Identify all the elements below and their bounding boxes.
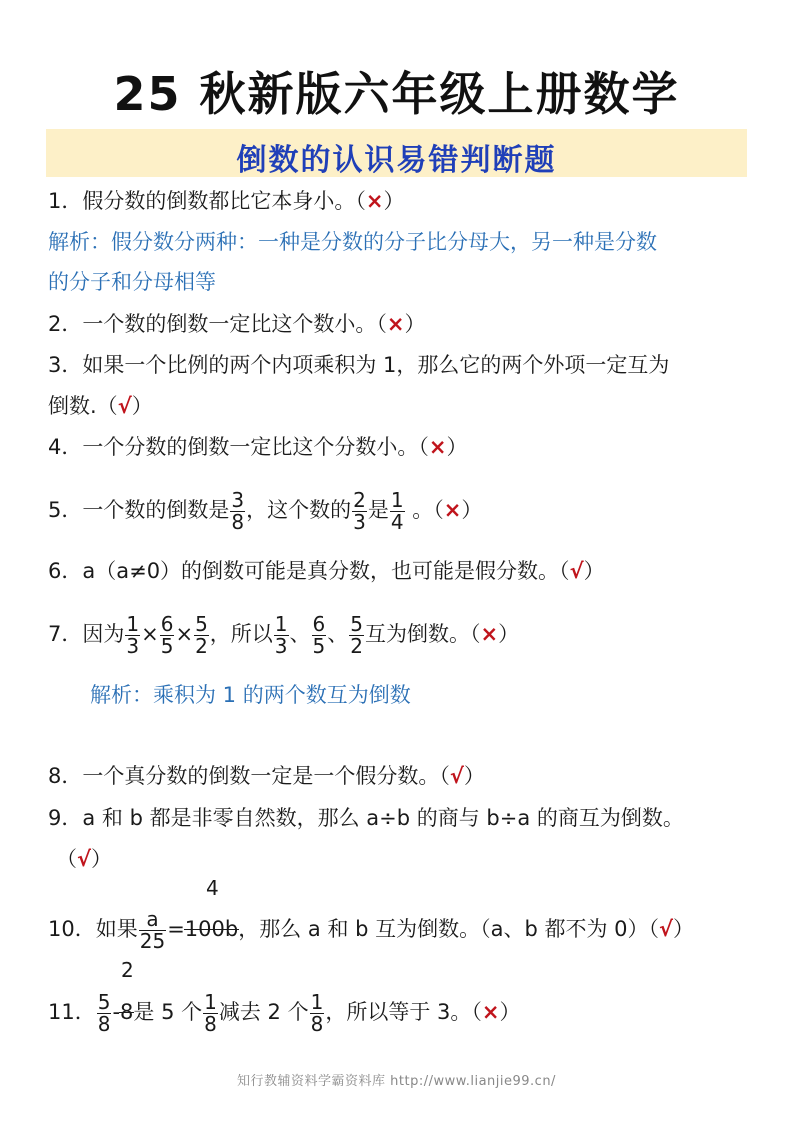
numerator: 1 <box>274 611 288 636</box>
denominator: 8 <box>231 509 245 534</box>
wrong-mark: × <box>480 622 499 646</box>
paren-close: ） <box>383 189 405 213</box>
numerator: 5 <box>97 989 111 1014</box>
paren-close: ） <box>446 435 468 459</box>
question-9-line-2 <box>56 845 112 873</box>
fraction <box>194 611 209 658</box>
right-mark: √ <box>569 559 584 583</box>
right-mark: √ <box>117 394 132 418</box>
times-sign: × <box>175 622 194 646</box>
fraction <box>352 487 367 534</box>
fraction <box>203 989 218 1036</box>
question-1-explanation-line-2: 的分子和分母相等 <box>48 270 216 294</box>
wrong-mark: × <box>428 435 447 459</box>
question-7-text-a: 7．因为 <box>48 622 125 646</box>
denominator: 2 <box>350 633 363 658</box>
question-7 <box>48 608 519 660</box>
fraction <box>139 906 166 953</box>
question-6 <box>48 557 605 585</box>
numerator: 5 <box>195 611 208 636</box>
question-1 <box>48 187 404 215</box>
denominator: 8 <box>310 1011 324 1036</box>
paren-close: ） <box>499 1000 521 1024</box>
paren-close: ） <box>583 559 605 583</box>
question-8 <box>48 762 485 790</box>
numerator: 2 <box>353 487 366 512</box>
equals-sign: = <box>167 917 185 941</box>
question-11-correction: 2 <box>121 958 134 982</box>
question-8-text: 8．一个真分数的倒数一定是一个假分数。（ <box>48 764 450 788</box>
footer-source: 知行教辅资料学霸资料库 http://www.lianjie99.cn/ <box>237 1074 556 1089</box>
question-9-line-1: 9．a 和 b 都是非零自然数，那么 a÷b 的商与 b÷a 的商互为倒数。 <box>48 806 684 830</box>
struck-term: 8 <box>120 1000 134 1024</box>
question-11-text-d: ，所以等于 3。（ <box>325 1000 482 1024</box>
paren-close: ） <box>404 312 426 336</box>
numerator: 3 <box>231 487 245 512</box>
denominator: 25 <box>139 928 166 953</box>
question-5-text-c: 是 <box>367 498 389 522</box>
numerator: 1 <box>390 487 404 512</box>
wrong-mark: × <box>443 498 462 522</box>
numerator: 1 <box>126 611 140 636</box>
denominator: 8 <box>97 1011 111 1036</box>
wrong-mark: × <box>365 189 384 213</box>
denominator: 5 <box>312 633 326 658</box>
question-11-text-a: 11． <box>48 1000 96 1024</box>
question-3-line-1: 3．如果一个比例的两个内项乘积为 1，那么它的两个外项一定互为 <box>48 353 670 377</box>
question-7-text-b: ，所以 <box>209 622 273 646</box>
question-4-text: 4．一个分数的倒数一定比这个分数小。（ <box>48 435 429 459</box>
denominator: 3 <box>274 633 288 658</box>
right-mark: √ <box>77 847 92 871</box>
page-title: 25 秋新版六年级上册数学 <box>113 67 680 121</box>
fraction <box>97 989 112 1036</box>
question-10-text-a: 10．如果 <box>48 917 138 941</box>
question-4 <box>48 433 467 461</box>
question-7-explanation: 解析：乘积为 1 的两个数互为倒数 <box>90 683 411 707</box>
question-5-text-b: ，这个数的 <box>246 498 352 522</box>
question-1-text: 1．假分数的倒数都比它本身小。（ <box>48 189 366 213</box>
question-3-line-2 <box>48 392 153 420</box>
struck-term: 100b <box>184 917 239 941</box>
wrong-mark: × <box>481 1000 500 1024</box>
paren-close: ） <box>498 622 520 646</box>
numerator: 1 <box>204 989 217 1014</box>
fraction <box>125 611 140 658</box>
numerator: 6 <box>160 611 174 636</box>
fraction <box>274 611 289 658</box>
denominator: 5 <box>160 633 174 658</box>
times-sign: × <box>141 622 159 646</box>
paren-close: ） <box>461 498 483 522</box>
denominator: 2 <box>195 633 208 658</box>
question-2 <box>48 310 425 338</box>
denominator: 4 <box>390 509 404 534</box>
fraction <box>310 989 325 1036</box>
paren-close: ） <box>673 917 695 941</box>
question-2-text: 2．一个数的倒数一定比这个数小。（ <box>48 312 387 336</box>
right-mark: √ <box>659 917 674 941</box>
question-6-text: 6．a（a≠0）的倒数可能是真分数，也可能是假分数。（ <box>48 559 570 583</box>
numerator: 1 <box>310 989 324 1014</box>
minus-sign: - <box>112 1000 121 1024</box>
question-11-text-b: 是 5 个 <box>133 1000 203 1024</box>
denominator: 3 <box>353 509 366 534</box>
paren-close: ） <box>91 847 113 871</box>
paren-close: ） <box>463 764 485 788</box>
paren-open: （ <box>56 847 77 871</box>
question-1-explanation-line-1: 解析：假分数分两种：一种是分数的分子比分母大，另一种是分数 <box>48 230 657 254</box>
question-10-text-b: ，那么 a 和 b 互为倒数。（a、b 都不为 0）（ <box>238 917 660 941</box>
fraction <box>160 611 175 658</box>
numerator: 6 <box>312 611 326 636</box>
question-5-text-a: 5．一个数的倒数是 <box>48 498 230 522</box>
question-10-correction: 4 <box>206 876 219 900</box>
question-10 <box>48 903 694 955</box>
numerator: 5 <box>350 611 363 636</box>
denominator: 3 <box>126 633 140 658</box>
question-5 <box>48 484 482 536</box>
fraction <box>230 487 245 534</box>
fraction <box>349 611 364 658</box>
page-subtitle: 倒数的认识易错判断题 <box>236 143 557 178</box>
question-11 <box>48 986 520 1038</box>
fraction <box>312 611 327 658</box>
separator: 、 <box>327 622 349 646</box>
denominator: 8 <box>204 1011 217 1036</box>
question-3-text: 倒数.（ <box>48 394 118 418</box>
numerator: a <box>139 909 166 931</box>
right-mark: √ <box>449 764 464 788</box>
wrong-mark: × <box>386 312 405 336</box>
separator: 、 <box>289 622 311 646</box>
question-11-text-c: 减去 2 个 <box>218 1000 309 1024</box>
question-5-text-d: 。（ <box>405 498 444 522</box>
question-7-text-c: 互为倒数。（ <box>365 622 481 646</box>
paren-close: ） <box>131 394 153 418</box>
fraction <box>390 487 405 534</box>
